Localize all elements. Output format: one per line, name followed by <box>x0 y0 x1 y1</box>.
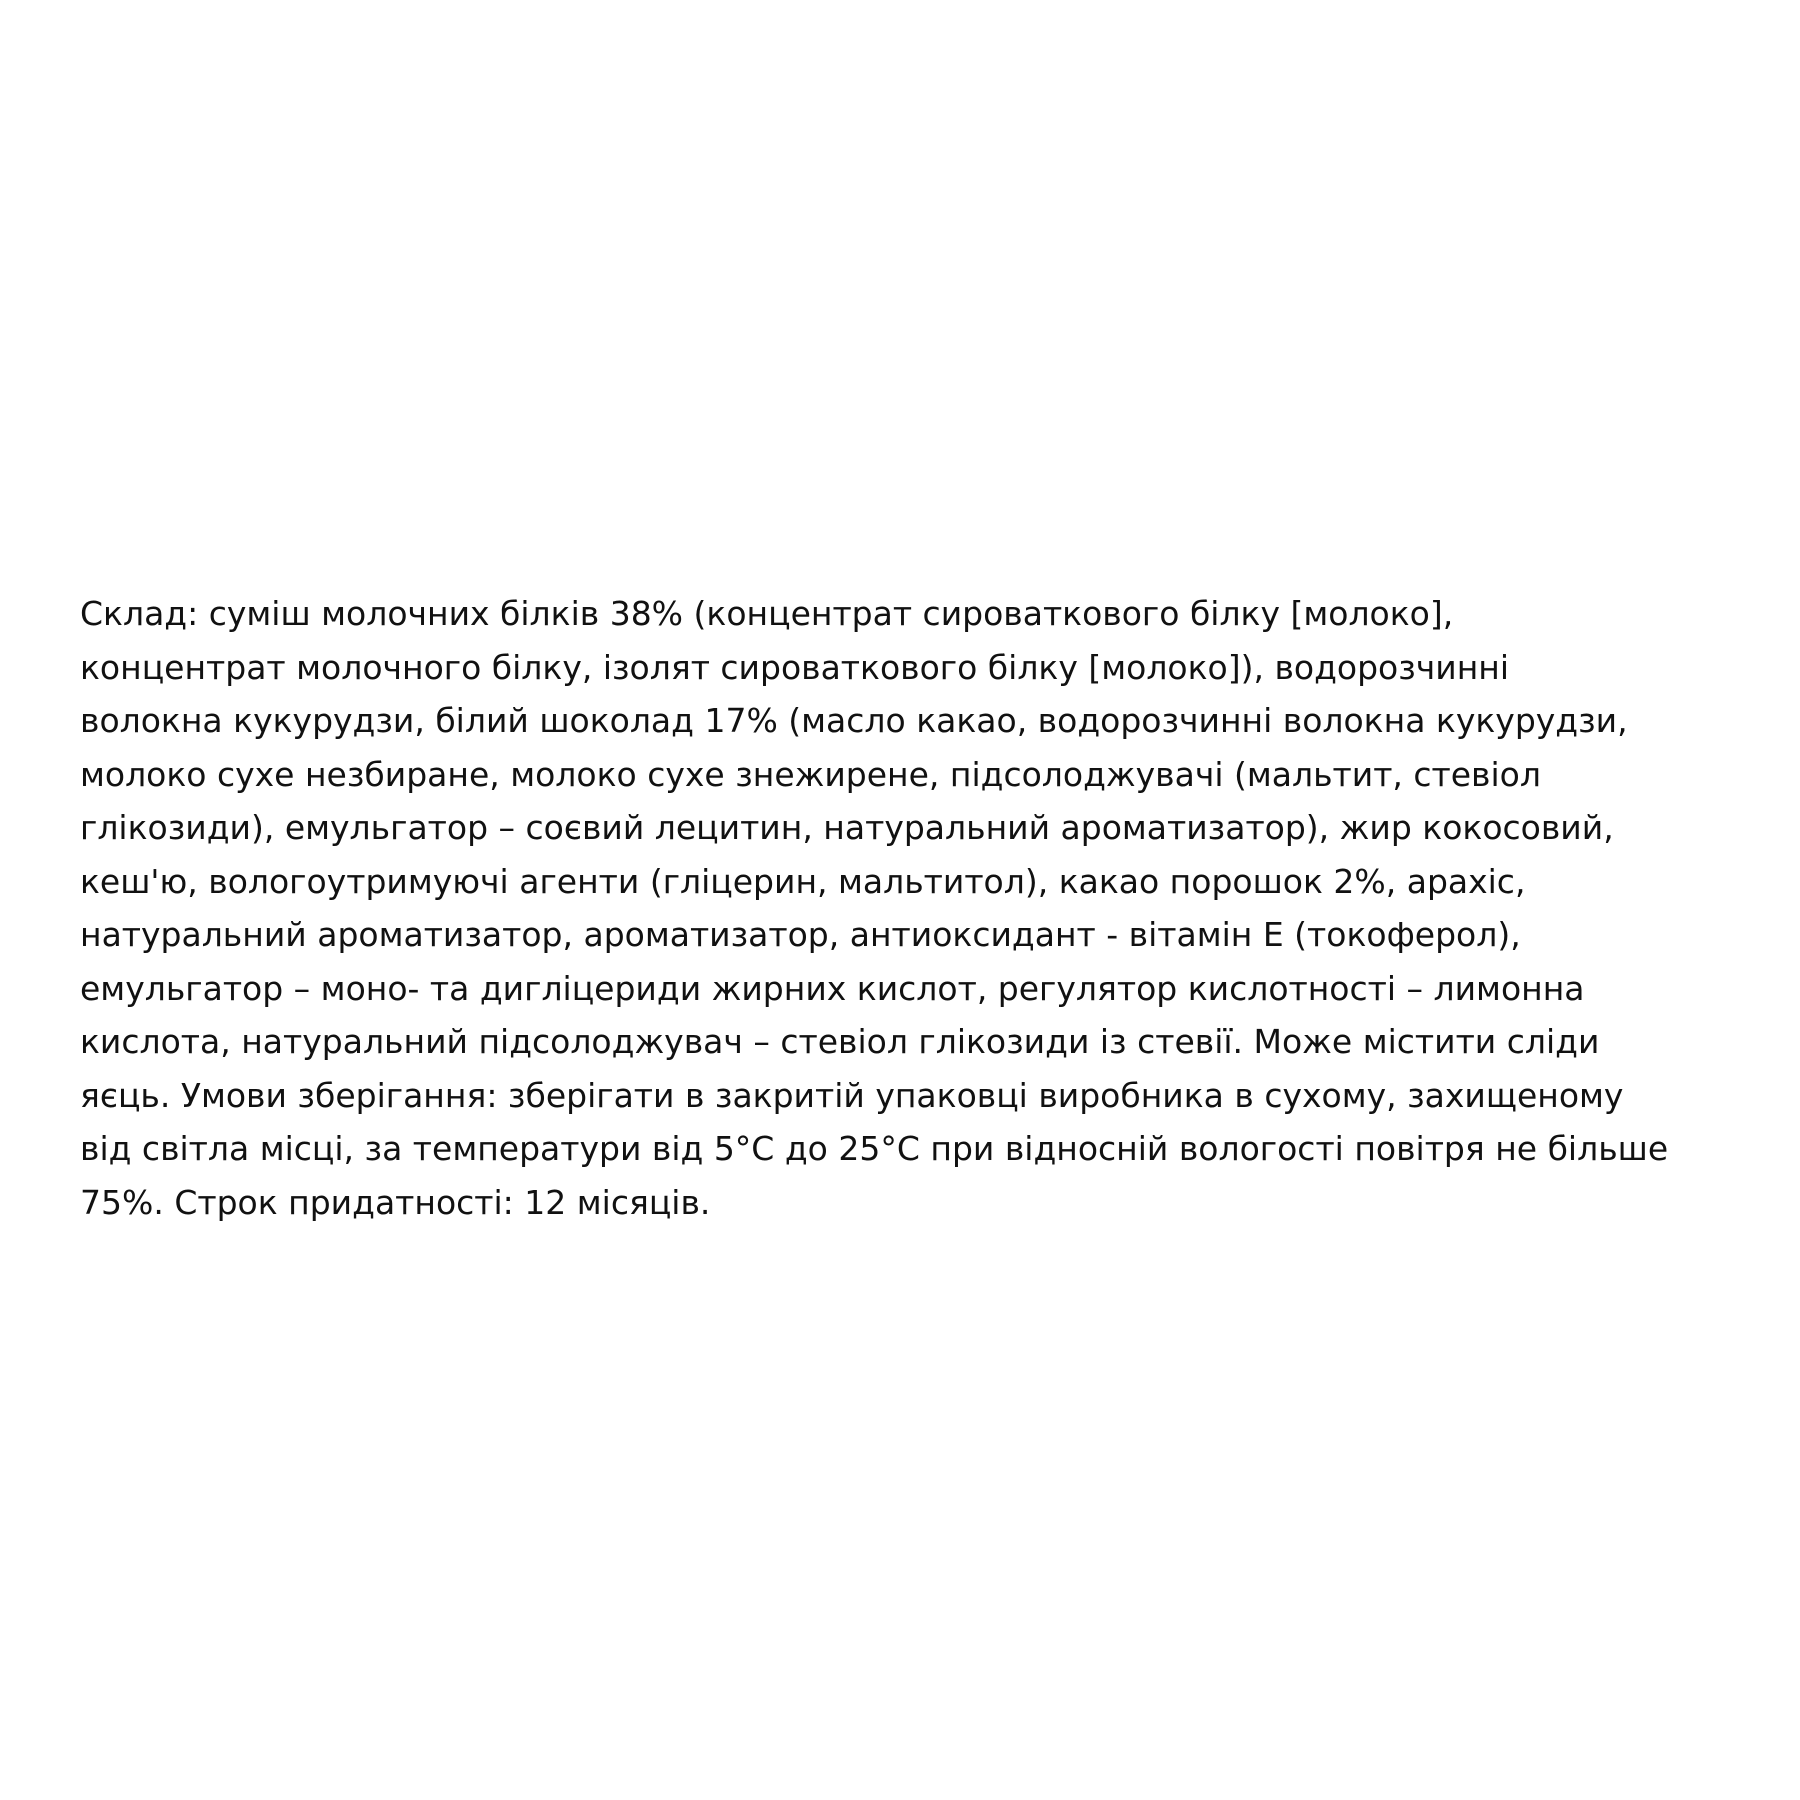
text-line: 75%. Строк придатності: 12 місяців. <box>80 1182 711 1222</box>
text-line: кеш'ю, вологоутримуючі агенти (гліцерин, мальтитол), какао порошок 2%, арахіс, <box>80 861 1526 901</box>
ingredients-text <box>80 587 1740 1229</box>
text-line: натуральний ароматизатор, ароматизатор, антиоксидант - вітамін Е (токоферол), <box>80 915 1521 954</box>
text-line: глікозиди), емульгатор – соєвий лецитин, натуральний ароматизатор), жир кокосовий, <box>80 808 1614 847</box>
text-line: концентрат молочного білку, ізолят сироваткового білку [молоко]), водорозчинні <box>80 647 1510 687</box>
text-line: кислота, натуральний підсолоджувач – стевіол глікозиди із стевії. Може містити сліди <box>80 1022 1600 1061</box>
text-line: від світла місці, за температури від 5°С до 25°С при відносній вологості повітря не більше <box>80 1129 1669 1168</box>
text-line: яєць. Умови зберігання: зберігати в закритій упаковці виробника в сухому, захищеному <box>80 1075 1624 1115</box>
text-line: волокна кукурудзи, білий шоколад 17% (масло какао, водорозчинні волокна кукурудзи, <box>80 701 1628 740</box>
text-line: Склад: суміш молочних білків 38% (концентрат сироваткового білку [молоко], <box>80 594 1454 633</box>
text-line: молоко сухе незбиране, молоко сухе знежирене, підсолоджувачі (мальтит, стевіол <box>80 754 1541 794</box>
text-line: емульгатор – моно- та дигліцериди жирних кислот, регулятор кислотності – лимонна <box>80 968 1585 1008</box>
